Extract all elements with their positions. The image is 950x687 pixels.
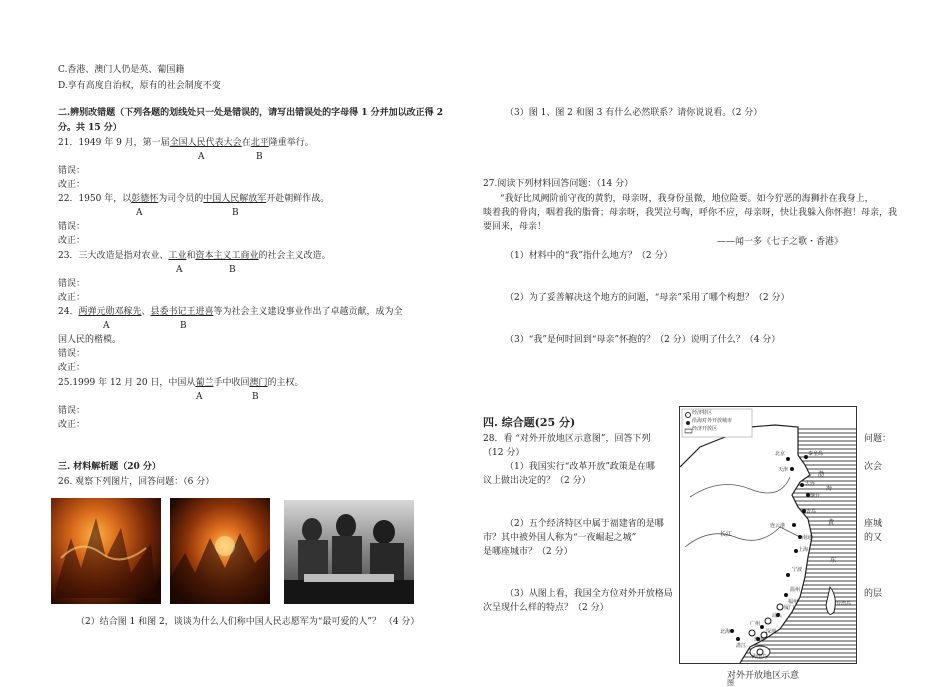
error-label: 错误： xyxy=(58,222,86,232)
photo-3 xyxy=(284,500,414,604)
section-3-title: 三. 材料解析题（20 分） xyxy=(58,462,161,472)
map-label: 北京 xyxy=(775,451,786,457)
question-21: 21．1949 年 9 月，第一届全国人民代表大会在北平隆重举行。 xyxy=(58,138,314,148)
option-d: D.享有高度自治权，原有的社会制度不变 xyxy=(58,81,221,91)
question-28-3-cont2: 次呈现什么样的特点？（2 分） xyxy=(483,603,609,613)
section-4-title: 四. 综合题(25 分) xyxy=(483,416,576,429)
question-28: 28．看 “对外开放地区示意图”，回答下列 xyxy=(483,434,651,444)
map-label: 珠海 xyxy=(754,637,765,643)
mark-a: A xyxy=(196,392,203,402)
question-27-2: （2）为了妥善解决这个地方的问题，“母亲”采用了哪个构想？（2 分） xyxy=(505,293,790,303)
question-26: 26. 观察下列图片，回答问题：（6 分） xyxy=(58,477,215,487)
mark-b: B xyxy=(180,321,187,331)
map-label: 温州 xyxy=(790,587,801,593)
error-label: 错误： xyxy=(58,166,86,176)
photo-2 xyxy=(170,498,270,604)
question-28-2-cont4: 是哪座城市？（2 分） xyxy=(483,547,573,557)
mark-b: B xyxy=(256,152,263,162)
poem-source: ——闻一多《七子之歌・香港》 xyxy=(717,237,844,247)
question-27-1: （1）材料中的“我”指什么地方？（2 分） xyxy=(505,251,673,261)
map-label: 渤 xyxy=(818,471,825,478)
mark-b: B xyxy=(232,208,239,218)
fix-label: 改正： xyxy=(58,293,86,303)
map-label: 南通 xyxy=(802,535,813,541)
map-label: 海南岛 xyxy=(752,654,768,660)
question-26-2: （2）结合图 1 和图 2，谈谈为什么人们称中国人民志愿军为“最可爱的人”？ （4 分） xyxy=(76,617,420,627)
option-c: C.香港、澳门人仍是英、葡国籍 xyxy=(58,65,185,75)
map-label: 长江 xyxy=(720,531,733,538)
map-caption: 对外开放地区示意 xyxy=(727,671,800,681)
mark-b: B xyxy=(229,265,236,275)
fix-label: 改正： xyxy=(58,180,86,190)
question-28-2-cont: 座城 xyxy=(864,519,883,529)
question-25: 25.1999 年 12 月 20 日，中国从葡兰手中收回澳门的主权。 xyxy=(58,378,304,388)
open-regions-map xyxy=(679,406,857,664)
question-24: 24．两弹元勋邓稼先、县委书记王进喜等为社会主义建设事业作出了卓越贡献，成为全 xyxy=(58,307,403,317)
map-label: 海 xyxy=(826,485,833,492)
poem-line-3: 要回来，母亲！ xyxy=(483,222,547,232)
map-label: 台湾岛 xyxy=(836,601,852,607)
question-23: 23．三大改造是指对农业、工业和资本主义工商业的社会主义改造。 xyxy=(58,251,331,261)
mark-a: A xyxy=(176,265,183,275)
mark-a: A xyxy=(103,321,110,331)
question-24-cont: 国人民的楷模。 xyxy=(58,335,122,345)
error-label: 错误： xyxy=(58,349,86,359)
mark-a: A xyxy=(136,208,143,218)
map-label: 宁波 xyxy=(792,567,803,573)
photo-1 xyxy=(51,498,161,604)
map-label: 福州 xyxy=(788,599,799,605)
map-label: 上海 xyxy=(798,547,809,553)
poem-line-2: 啖着我的骨肉，咽着我的脂膏；母亲呀，我哭泣号啕，呼你不应，母亲呀，快让我躲入你怀抱！母亲，我 xyxy=(483,208,898,218)
section-2-title: 二.辨别改错题（下列各题的划线处只一处是错误的，请写出错误处的字母得 1 分并加以改正得 2 xyxy=(58,108,444,118)
map-label: 汕头 xyxy=(772,613,783,619)
question-28-2-cont3: 的又 xyxy=(864,533,883,543)
map-caption-cont: 图 xyxy=(727,679,734,687)
question-27-3: （3）“我”是何时回到“母亲”怀抱的？（2 分）说明了什么？（4 分） xyxy=(505,335,781,345)
mark-b: B xyxy=(252,392,259,402)
map-label: 湛江 xyxy=(736,643,747,649)
question-28-1-cont: 次会 xyxy=(864,462,883,472)
map-label: 广州 xyxy=(750,621,761,627)
question-28-3: （3）从图上看，我国全方位对外开放格局 xyxy=(505,589,673,599)
map-label: 大连 xyxy=(805,481,816,487)
poem-line-1: “我好比凤阙阶前守夜的黄豹，母亲呀，我身份虽微，地位险要。如今狞恶的海狮扑在我身上， xyxy=(500,194,874,204)
map-label: 秦皇岛 xyxy=(808,451,824,457)
fix-label: 改正： xyxy=(58,363,86,373)
map-label: 黄 xyxy=(828,519,835,526)
error-label: 错误： xyxy=(58,406,86,416)
map-label: 天津 xyxy=(778,467,789,473)
question-28-1-cont2: 议上做出决定的？（2 分） xyxy=(483,476,591,486)
map-label: 连云港 xyxy=(770,523,786,529)
map-label: 厦门 xyxy=(784,605,795,611)
question-28-3-cont: 的层 xyxy=(864,589,883,599)
question-28-1: （1）我国实行“改革开放”政策是在哪 xyxy=(505,462,655,472)
question-28-cont: 问题： xyxy=(864,434,892,444)
fix-label: 改正： xyxy=(58,420,86,430)
map-label: 东 xyxy=(830,557,837,564)
question-27: 27.阅读下列材料回答问题：（14 分） xyxy=(483,179,634,189)
map-label: 深圳 xyxy=(766,629,777,635)
question-28-2-cont2: 市？其中被外国人称为“一夜崛起之城” xyxy=(483,533,637,543)
question-26-3: （3）图 1、图 2 和图 3 有什么必然联系？请你说说看。（2 分） xyxy=(505,108,763,118)
question-28-2: （2）五个经济特区中属于福建省的是哪 xyxy=(505,519,664,529)
map-label: 青岛 xyxy=(806,509,817,515)
fix-label: 改正： xyxy=(58,236,86,246)
legend-zone: 经济开放区 xyxy=(692,426,718,432)
map-label: 烟台 xyxy=(810,493,821,499)
map-label: 北海 xyxy=(720,629,731,635)
section-2-title-cont: 分。共 15 分） xyxy=(58,123,122,133)
question-22: 22．1950 年，以彭德怀为司令员的中国人民解放军开赴朝鲜作战。 xyxy=(58,194,330,204)
legend-coastal: 沿海对外开放城市 xyxy=(692,418,733,424)
question-28-score: （12 分） xyxy=(483,448,525,458)
legend-sez: 经济特区 xyxy=(692,410,713,416)
error-label: 错误： xyxy=(58,279,86,289)
mark-a: A xyxy=(198,152,205,162)
